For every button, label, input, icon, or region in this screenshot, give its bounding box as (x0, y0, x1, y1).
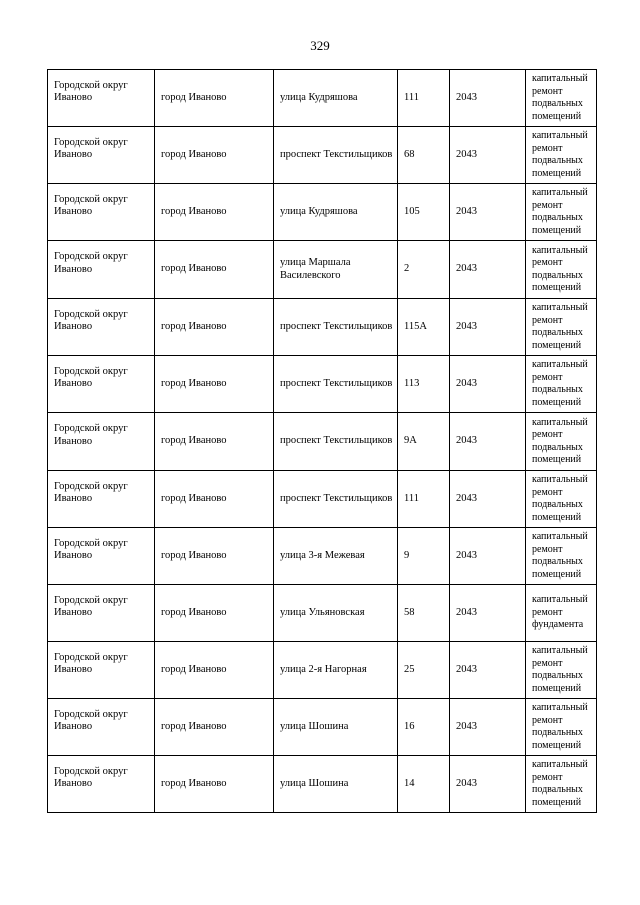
house-number-cell (398, 528, 450, 585)
table-row (48, 127, 597, 184)
house-number-cell-text: 68 (404, 148, 415, 160)
work-type-cell (526, 699, 597, 756)
city-cell (155, 184, 274, 241)
district-cell (48, 127, 155, 184)
street-cell (274, 642, 398, 699)
table-row (48, 356, 597, 413)
house-number-cell (398, 356, 450, 413)
year-cell (450, 699, 526, 756)
house-number-cell-text: 9А (404, 435, 417, 447)
year-cell (450, 299, 526, 356)
city-cell-text: город Иваново (161, 91, 227, 103)
work-type-cell-text: капитальный ремонт подвальных помещений (532, 73, 588, 122)
year-cell (450, 70, 526, 127)
street-cell (274, 299, 398, 356)
city-cell-text: город Иваново (161, 606, 227, 618)
year-cell (450, 756, 526, 813)
house-number-cell (398, 70, 450, 127)
city-cell-text: город Иваново (161, 263, 227, 275)
year-cell-text: 2043 (456, 720, 477, 732)
district-cell-text: Городской округ Иваново (54, 79, 128, 103)
work-type-cell-text: капитальный ремонт фундамента (532, 594, 588, 631)
year-cell (450, 642, 526, 699)
year-cell-text: 2043 (456, 148, 477, 160)
work-type-cell-text: капитальный ремонт подвальных помещений (532, 187, 588, 236)
table-row (48, 471, 597, 528)
district-cell (48, 413, 155, 471)
year-cell-text: 2043 (456, 492, 477, 504)
street-cell (274, 70, 398, 127)
district-cell-text: Городской округ Иваново (54, 193, 128, 217)
house-number-cell (398, 184, 450, 241)
district-cell-text: Городской округ Иваново (54, 480, 128, 504)
house-number-cell (398, 756, 450, 813)
house-number-cell-text: 111 (404, 91, 419, 103)
district-cell (48, 356, 155, 413)
city-cell-text: город Иваново (161, 205, 227, 217)
table-row (48, 756, 597, 813)
work-type-cell (526, 299, 597, 356)
city-cell (155, 471, 274, 528)
district-cell (48, 299, 155, 356)
street-cell-text: проспект Текстильщиков (280, 435, 393, 447)
city-cell (155, 756, 274, 813)
street-cell (274, 127, 398, 184)
street-cell-text: проспект Текстильщиков (280, 148, 393, 160)
street-cell (274, 756, 398, 813)
year-cell (450, 127, 526, 184)
district-cell-text: Городской округ Иваново (54, 251, 128, 275)
work-type-cell (526, 471, 597, 528)
house-number-cell-text: 9 (404, 549, 410, 561)
city-cell (155, 699, 274, 756)
district-cell-text: Городской округ Иваново (54, 651, 128, 675)
house-number-cell (398, 471, 450, 528)
work-type-cell (526, 184, 597, 241)
district-cell (48, 471, 155, 528)
year-cell-text: 2043 (456, 663, 477, 675)
year-cell (450, 356, 526, 413)
house-number-cell-text: 105 (404, 205, 420, 217)
street-cell (274, 528, 398, 585)
year-cell-text: 2043 (456, 320, 477, 332)
house-number-cell (398, 642, 450, 699)
year-cell (450, 585, 526, 642)
district-cell-text: Городской округ Иваново (54, 365, 128, 389)
year-cell-text: 2043 (456, 205, 477, 217)
work-type-cell-text: капитальный ремонт подвальных помещений (532, 302, 588, 351)
registry-table (47, 69, 597, 813)
street-cell (274, 413, 398, 471)
district-cell (48, 642, 155, 699)
city-cell-text: город Иваново (161, 549, 227, 561)
house-number-cell-text: 2 (404, 263, 410, 275)
city-cell-text: город Иваново (161, 492, 227, 504)
year-cell-text: 2043 (456, 263, 477, 275)
city-cell (155, 413, 274, 471)
house-number-cell-text: 25 (404, 663, 415, 675)
work-type-cell (526, 356, 597, 413)
street-cell-text: улица Ульяновская (280, 606, 365, 618)
city-cell-text: город Иваново (161, 720, 227, 732)
house-number-cell (398, 585, 450, 642)
house-number-cell-text: 58 (404, 606, 415, 618)
street-cell-text: проспект Текстильщиков (280, 492, 393, 504)
year-cell (450, 184, 526, 241)
table-row (48, 299, 597, 356)
table-row (48, 642, 597, 699)
house-number-cell-text: 16 (404, 720, 415, 732)
city-cell (155, 299, 274, 356)
table-row (48, 413, 597, 471)
table-row (48, 699, 597, 756)
work-type-cell-text: капитальный ремонт подвальных помещений (532, 702, 588, 751)
district-cell (48, 756, 155, 813)
work-type-cell-text: капитальный ремонт подвальных помещений (532, 645, 588, 694)
street-cell (274, 699, 398, 756)
table-row (48, 528, 597, 585)
district-cell-text: Городской округ Иваново (54, 136, 128, 160)
district-cell (48, 184, 155, 241)
table-row (48, 184, 597, 241)
street-cell-text: улица 3-я Межевая (280, 549, 365, 561)
street-cell-text: проспект Текстильщиков (280, 377, 393, 389)
work-type-cell (526, 241, 597, 299)
house-number-cell (398, 699, 450, 756)
district-cell-text: Городской округ Иваново (54, 308, 128, 332)
city-cell (155, 528, 274, 585)
work-type-cell (526, 127, 597, 184)
city-cell (155, 356, 274, 413)
year-cell (450, 241, 526, 299)
street-cell (274, 184, 398, 241)
street-cell-text: улица Кудряшова (280, 91, 358, 103)
year-cell-text: 2043 (456, 549, 477, 561)
work-type-cell-text: капитальный ремонт подвальных помещений (532, 759, 588, 808)
work-type-cell (526, 642, 597, 699)
district-cell (48, 528, 155, 585)
registry-table-body (48, 70, 597, 813)
house-number-cell-text: 111 (404, 492, 419, 504)
house-number-cell-text: 14 (404, 777, 415, 789)
district-cell-text: Городской округ Иваново (54, 594, 128, 618)
city-cell (155, 585, 274, 642)
year-cell (450, 528, 526, 585)
work-type-cell (526, 528, 597, 585)
table-row (48, 241, 597, 299)
city-cell-text: город Иваново (161, 320, 227, 332)
city-cell (155, 127, 274, 184)
work-type-cell-text: капитальный ремонт подвальных помещений (532, 416, 588, 465)
district-cell-text: Городской округ Иваново (54, 765, 128, 789)
street-cell-text: улица Маршала Василевского (280, 257, 351, 281)
street-cell (274, 241, 398, 299)
city-cell-text: город Иваново (161, 777, 227, 789)
district-cell (48, 585, 155, 642)
work-type-cell-text: капитальный ремонт подвальных помещений (532, 531, 588, 580)
work-type-cell (526, 70, 597, 127)
work-type-cell-text: капитальный ремонт подвальных помещений (532, 474, 588, 523)
table-row (48, 585, 597, 642)
year-cell (450, 471, 526, 528)
work-type-cell-text: капитальный ремонт подвальных помещений (532, 130, 588, 179)
work-type-cell (526, 413, 597, 471)
city-cell-text: город Иваново (161, 148, 227, 160)
district-cell-text: Городской округ Иваново (54, 708, 128, 732)
table-row (48, 70, 597, 127)
street-cell-text: проспект Текстильщиков (280, 320, 393, 332)
district-cell (48, 699, 155, 756)
street-cell-text: улица Кудряшова (280, 205, 358, 217)
house-number-cell-text: 115А (404, 320, 427, 332)
house-number-cell (398, 413, 450, 471)
year-cell-text: 2043 (456, 91, 477, 103)
street-cell-text: улица Шошина (280, 720, 349, 732)
city-cell-text: город Иваново (161, 435, 227, 447)
district-cell (48, 241, 155, 299)
city-cell-text: город Иваново (161, 663, 227, 675)
street-cell (274, 471, 398, 528)
district-cell-text: Городской округ Иваново (54, 537, 128, 561)
house-number-cell-text: 113 (404, 377, 420, 389)
district-cell (48, 70, 155, 127)
year-cell (450, 413, 526, 471)
city-cell (155, 241, 274, 299)
house-number-cell (398, 241, 450, 299)
city-cell-text: город Иваново (161, 377, 227, 389)
street-cell-text: улица Шошина (280, 777, 349, 789)
work-type-cell-text: капитальный ремонт подвальных помещений (532, 359, 588, 408)
work-type-cell (526, 585, 597, 642)
city-cell (155, 642, 274, 699)
street-cell-text: улица 2-я Нагорная (280, 663, 367, 675)
street-cell (274, 356, 398, 413)
year-cell-text: 2043 (456, 777, 477, 789)
city-cell (155, 70, 274, 127)
work-type-cell-text: капитальный ремонт подвальных помещений (532, 244, 588, 293)
year-cell-text: 2043 (456, 377, 477, 389)
street-cell (274, 585, 398, 642)
year-cell-text: 2043 (456, 435, 477, 447)
work-type-cell (526, 756, 597, 813)
district-cell-text: Городской округ Иваново (54, 423, 128, 447)
page-number: 329 (310, 38, 330, 53)
house-number-cell (398, 299, 450, 356)
house-number-cell (398, 127, 450, 184)
year-cell-text: 2043 (456, 606, 477, 618)
